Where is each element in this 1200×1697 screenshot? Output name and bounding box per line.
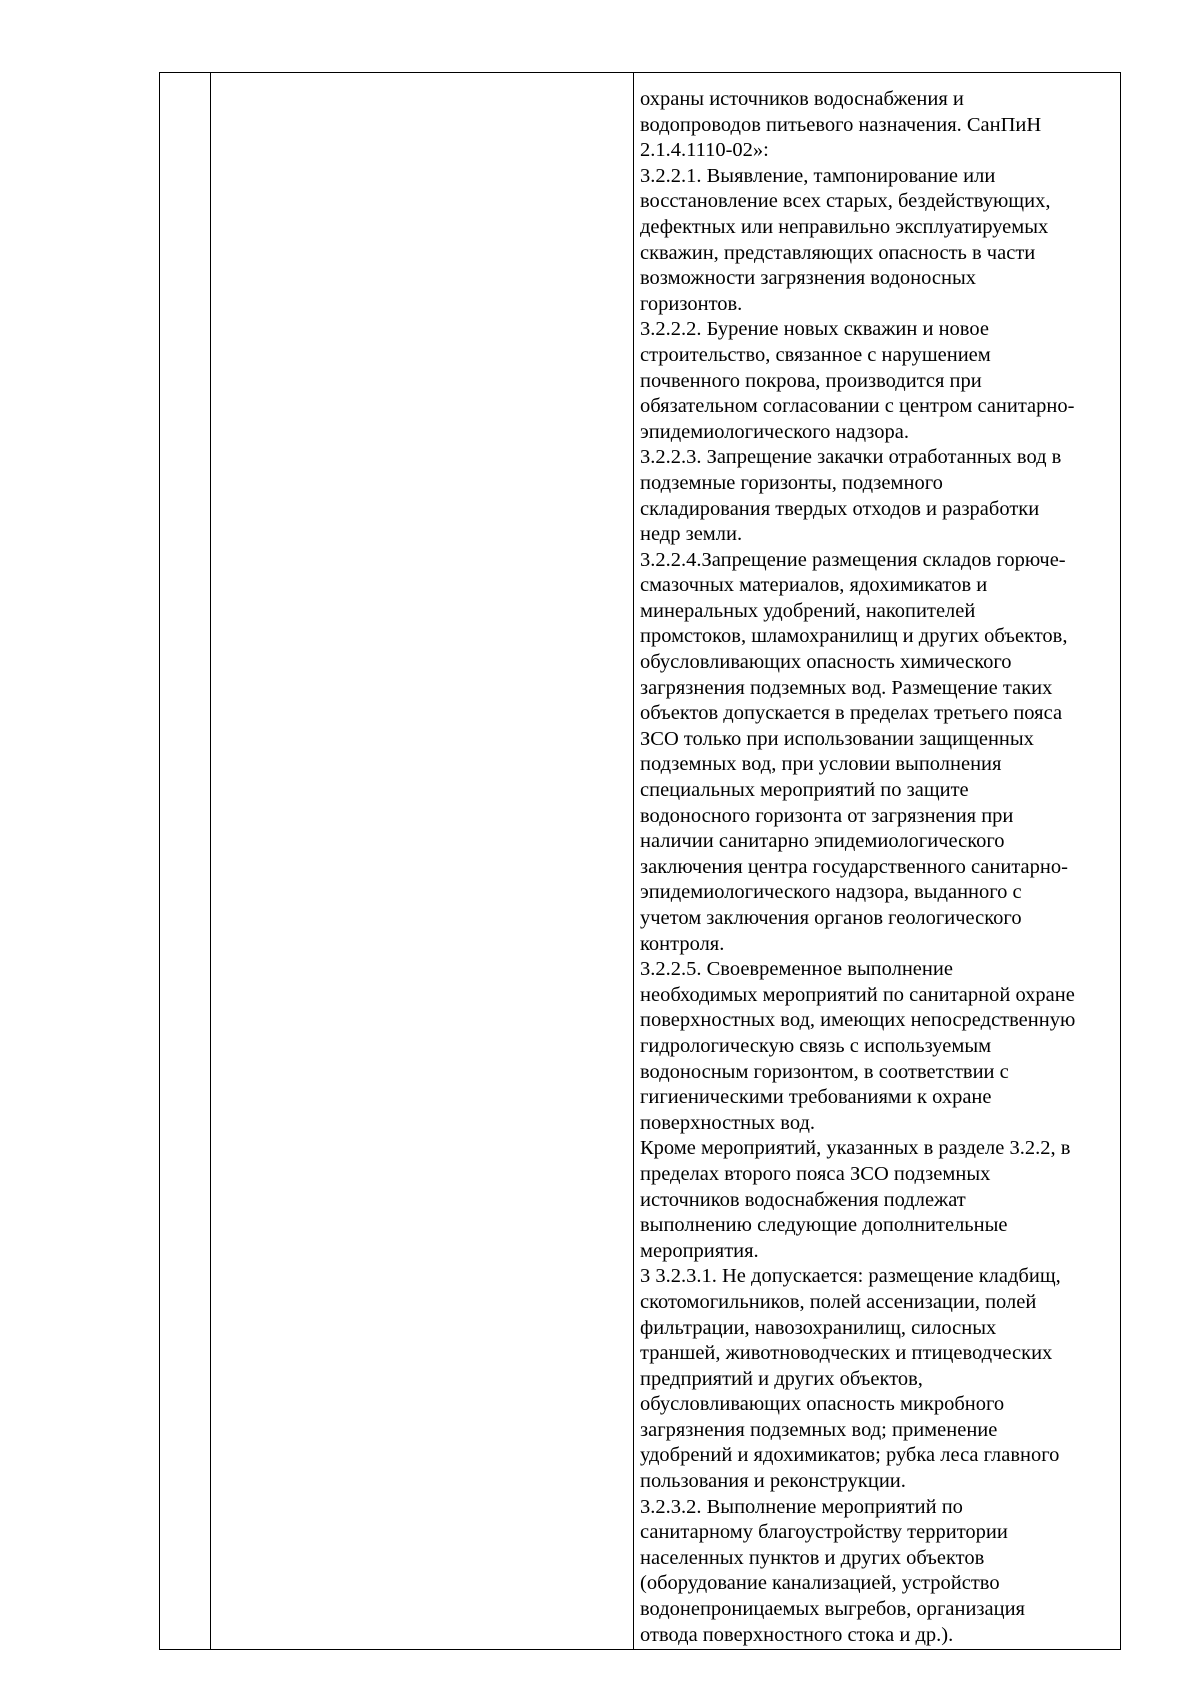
- text-line: 3.2.3.2. Выполнение мероприятий по: [640, 1495, 963, 1518]
- text-line: пределах второго пояса ЗСО подземных: [640, 1162, 991, 1185]
- document-table: [159, 72, 1121, 1650]
- text-line: санитарному благоустройству территории: [640, 1521, 1008, 1544]
- text-line: контроля.: [640, 932, 725, 955]
- text-line: водопроводов питьевого назначения. СанПиН: [640, 113, 1042, 136]
- text-line: водоносного горизонта от загрязнения при: [640, 804, 1014, 827]
- text-line: пользования и реконструкции.: [640, 1470, 906, 1493]
- text-line: 3.2.2.1. Выявление, тампонирование или: [640, 164, 996, 187]
- text-line: недр земли.: [640, 523, 743, 546]
- text-line: специальных мероприятий по защите: [640, 779, 969, 802]
- text-line: охраны источников водоснабжения и: [640, 88, 964, 110]
- text-line: мероприятия.: [640, 1239, 759, 1262]
- table-cell-measures: [634, 73, 1120, 1649]
- text-line: восстановление всех старых, бездействующих,: [640, 190, 1051, 213]
- text-line: смазочных материалов, ядохимикатов и: [640, 574, 988, 597]
- text-line: траншей, животноводческих и птицеводческих: [640, 1342, 1053, 1365]
- text-line: загрязнения подземных вод. Размещение таких: [640, 676, 1053, 699]
- text-line: заключения центра государственного санитарно-: [640, 855, 1068, 878]
- text-line: скотомогильников, полей ассенизации, полей: [640, 1290, 1037, 1313]
- table-cell-number: [160, 73, 211, 1649]
- text-line: источников водоснабжения подлежат: [640, 1188, 966, 1211]
- text-line: удобрений и ядохимикатов; рубка леса главного: [640, 1444, 1060, 1467]
- text-line: поверхностных вод, имеющих непосредственную: [640, 1009, 1076, 1032]
- text-line: 3.2.2.5. Своевременное выполнение: [640, 958, 953, 981]
- text-line: 3.2.2.3. Запрещение закачки отработанных вод в: [640, 446, 1062, 469]
- text-line: Кроме мероприятий, указанных в разделе 3.2.2, в: [640, 1137, 1071, 1160]
- text-line: подземные горизонты, подземного: [640, 471, 943, 494]
- text-line: 2.1.4.1110-02»:: [640, 139, 769, 162]
- text-line: поверхностных вод.: [640, 1111, 816, 1134]
- text-line: объектов допускается в пределах третьего пояса: [640, 702, 1063, 725]
- text-line: наличии санитарно эпидемиологического: [640, 830, 1005, 853]
- text-line: горизонтов.: [640, 292, 743, 315]
- text-line: населенных пунктов и других объектов: [640, 1546, 985, 1569]
- text-line: возможности загрязнения водоносных: [640, 267, 977, 290]
- text-line: скважин, представляющих опасность в части: [640, 241, 1036, 264]
- text-line: строительство, связанное с нарушением: [640, 343, 991, 366]
- text-line: эпидемиологического надзора, выданного с: [640, 881, 1022, 904]
- text-line: (оборудование канализацией, устройство: [640, 1572, 1000, 1595]
- measures-text: [640, 87, 1114, 1648]
- text-line: отвода поверхностного стока и др.).: [640, 1623, 954, 1646]
- text-line: дефектных или неправильно эксплуатируемых: [640, 215, 1049, 238]
- text-line: выполнению следующие дополнительные: [640, 1214, 1008, 1237]
- text-line: складирования твердых отходов и разработки: [640, 497, 1040, 520]
- text-line: обусловливающих опасность химического: [640, 651, 1012, 674]
- text-line: минеральных удобрений, накопителей: [640, 599, 976, 622]
- text-line: гигиеническими требованиями к охране: [640, 1086, 992, 1109]
- text-line: обусловливающих опасность микробного: [640, 1393, 1005, 1416]
- text-line: подземных вод, при условии выполнения: [640, 753, 1002, 776]
- text-line: ЗСО только при использовании защищенных: [640, 727, 1034, 750]
- text-line: предприятий и других объектов,: [640, 1367, 923, 1390]
- text-line: промстоков, шламохранилищ и других объектов,: [640, 625, 1068, 648]
- text-line: 3 3.2.3.1. Не допускается: размещение кладбищ,: [640, 1265, 1061, 1288]
- text-line: водоносным горизонтом, в соответствии с: [640, 1060, 1009, 1083]
- text-line: эпидемиологического надзора.: [640, 420, 909, 443]
- text-line: фильтрации, навозохранилищ, силосных: [640, 1316, 997, 1339]
- text-line: необходимых мероприятий по санитарной охране: [640, 983, 1075, 1006]
- text-line: учетом заключения органов геологического: [640, 907, 1022, 929]
- text-line: обязательном согласовании с центром санитарно-: [640, 395, 1075, 418]
- text-line: почвенного покрова, производится при: [640, 369, 982, 392]
- table-cell-object: [211, 73, 634, 1649]
- text-line: 3.2.2.4.Запрещение размещения складов горюче-: [640, 548, 1066, 571]
- text-line: 3.2.2.2. Бурение новых скважин и новое: [640, 318, 989, 341]
- text-line: водонепроницаемых выгребов, организация: [640, 1598, 1025, 1621]
- text-line: загрязнения подземных вод; применение: [640, 1418, 998, 1441]
- text-line: гидрологическую связь с используемым: [640, 1034, 992, 1057]
